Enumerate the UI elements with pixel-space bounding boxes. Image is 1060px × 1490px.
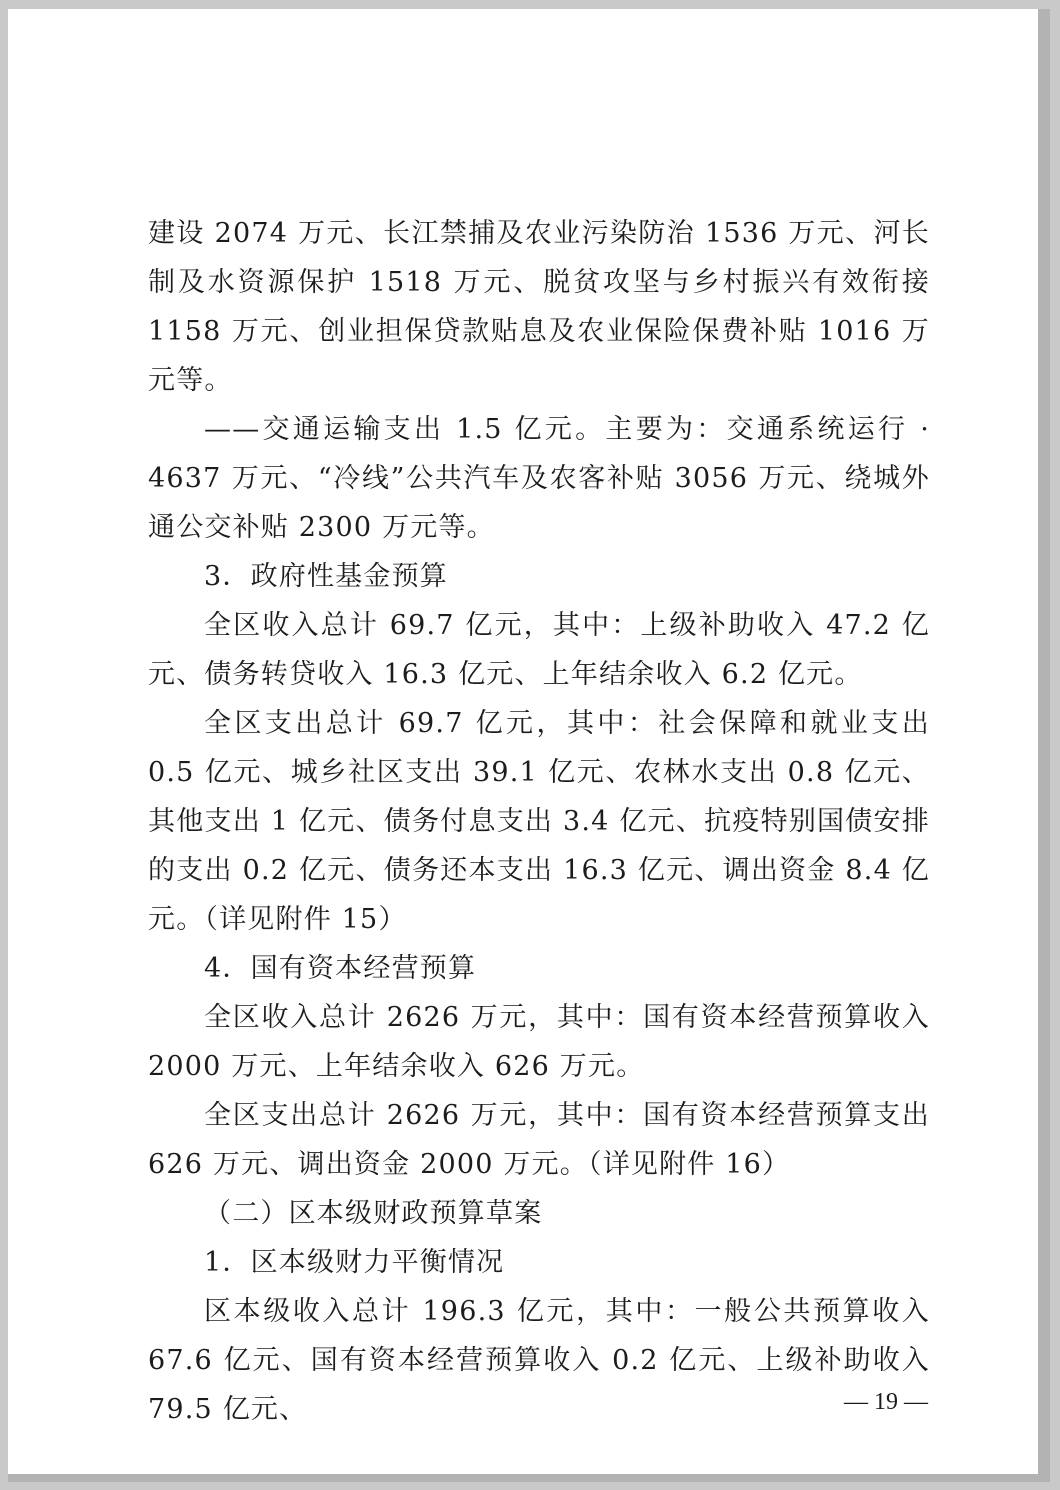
page-number: — 19 — bbox=[844, 1389, 928, 1415]
paragraph-district-income: 区本级收入总计 196.3 亿元，其中：一般公共预算收入 67.6 亿元、国有资本经营预算收入 0.2 亿元、上级补助收入 79.5 亿元、 bbox=[148, 1296, 930, 1425]
paragraph-fund-income: 全区收入总计 69.7 亿元，其中：上级补助收入 47.2 亿元、债务转贷收入 16.3 亿元、上年结余收入 6.2 亿元。 bbox=[148, 610, 930, 690]
paragraph-transport-expenditure: ——交通运输支出 1.5 亿元。主要为：交通系统运行 · 4637 万元、“冷线”公共汽车及农客补贴 3056 万元、绕城外通公交补贴 2300 万元等。 bbox=[148, 414, 930, 543]
paragraph-fund-expenditure: 全区支出总计 69.7 亿元，其中：社会保障和就业支出 0.5 亿元、城乡社区支出 39.1 亿元、农林水支出 0.8 亿元、其他支出 1 亿元、债务付息支出 3.4 亿元、抗疫特别国债安排的支出 0.2 亿元、债务还本支出 16.3 亿元、调出资金 8.4 亿元。（详见附件 15） bbox=[148, 708, 930, 935]
section-heading-district-level-budget: （二）区本级财政预算草案 bbox=[204, 1198, 543, 1229]
paragraph-agriculture-continued: 建设 2074 万元、长江禁捕及农业污染防治 1536 万元、河长制及水资源保护 1518 万元、脱贫攻坚与乡村振兴有效衔接 1158 万元、创业担保贷款贴息及农业保险保费补贴 1016 万元等。 bbox=[148, 218, 930, 396]
paragraph-capital-expenditure: 全区支出总计 2626 万元，其中：国有资本经营预算支出 626 万元、调出资金 2000 万元。（详见附件 16） bbox=[148, 1100, 930, 1180]
document-body bbox=[148, 209, 930, 1434]
paragraph-capital-income: 全区收入总计 2626 万元，其中：国有资本经营预算收入 2000 万元、上年结余收入 626 万元。 bbox=[148, 1002, 930, 1082]
section-heading-district-balance: 1．区本级财力平衡情况 bbox=[204, 1247, 505, 1278]
document-page bbox=[8, 9, 1050, 1482]
section-heading-government-fund-budget: 3．政府性基金预算 bbox=[204, 561, 448, 592]
section-heading-state-capital-budget: 4．国有资本经营预算 bbox=[204, 953, 477, 984]
